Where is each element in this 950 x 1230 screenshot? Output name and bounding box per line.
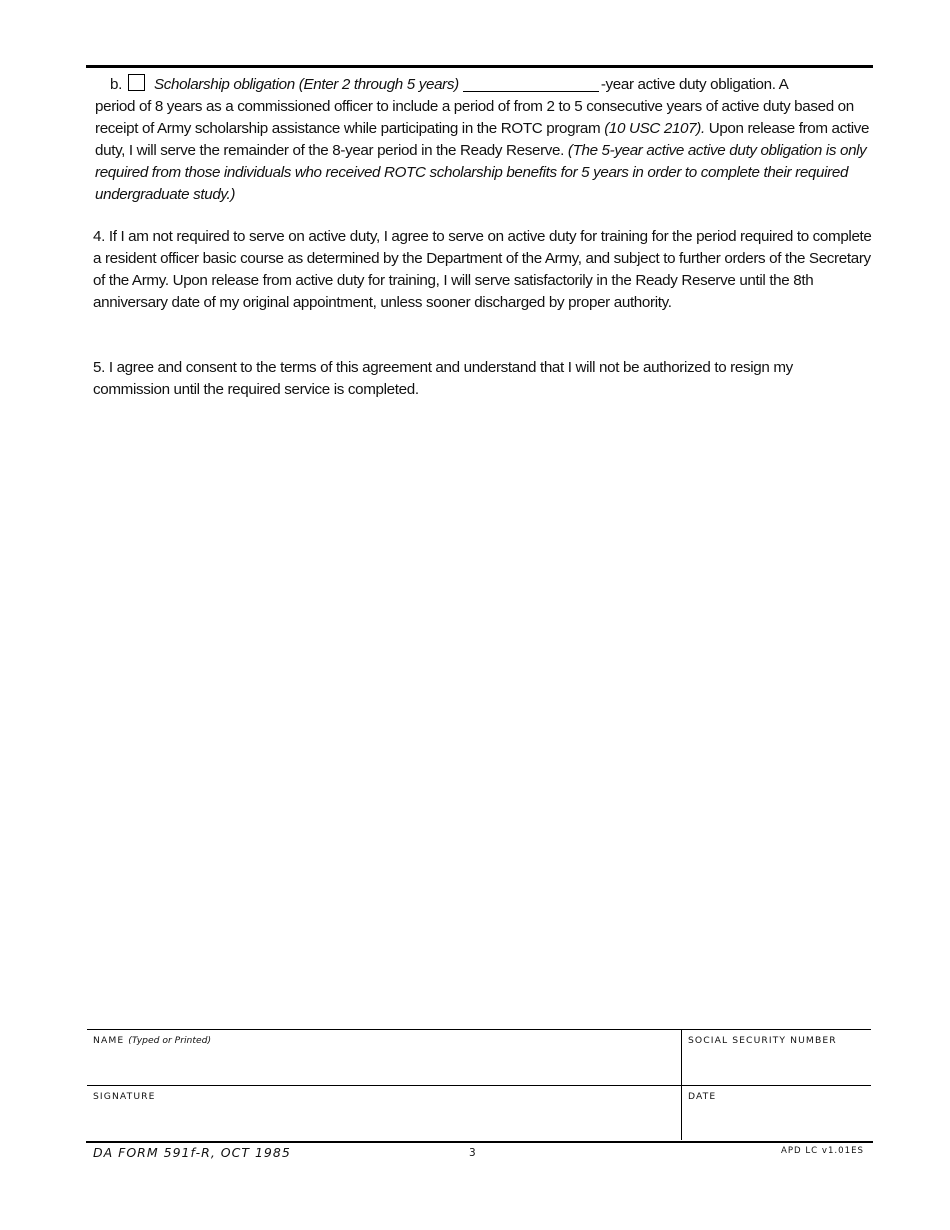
name-sub-label: (Typed or Printed) [128, 1035, 212, 1046]
section-3b-text-2: Upon release from active duty, I will serve the remainder of the 8-year period in the Ready Reserve. [95, 120, 870, 159]
paragraph-4: 4. If I am not required to serve on active duty, I agree to serve on active duty for training for the period required to complete a resident officer basic course as determined by the Department of the Army, and subject to further orders of the Secretary of the Army. Upon release from active duty for training, I will serve satisfactorily in the Ready Reserve until the 8th anniversary date of my original appointment, unless sooner discharged by proper authority. [93, 228, 872, 311]
after-blank-text: -year active duty obligation. A [600, 76, 789, 93]
years-input[interactable] [463, 75, 599, 92]
name-cell [87, 1029, 681, 1085]
ssn-label: SOCIAL SECURITY NUMBER [688, 1035, 837, 1046]
date-cell [682, 1085, 871, 1141]
page-number: 3 [469, 1147, 476, 1159]
form-id: DA FORM 591f-R, OCT 1985 [93, 1145, 291, 1160]
name-field[interactable] [91, 1056, 677, 1082]
date-label: DATE [688, 1091, 717, 1102]
ssn-cell [682, 1029, 871, 1085]
name-label: NAME [93, 1035, 125, 1046]
name-label-row [93, 1035, 675, 1046]
section-3b-label: b. [110, 76, 122, 93]
signature-field[interactable] [91, 1112, 677, 1138]
section-3b [93, 74, 873, 206]
section-3b-first-line [93, 74, 873, 96]
section-3b-citation: (10 USC 2107). [604, 120, 705, 137]
section-3b-body [93, 96, 873, 206]
signature-block [87, 1029, 871, 1141]
ssn-field[interactable] [686, 1056, 867, 1082]
section-3b-italic-note: (The 5-year active active duty obligation is only required from those individuals who received ROTC scholarship benefits for 5 years in order to complete their required undergraduate study.) [95, 142, 867, 203]
scholarship-checkbox[interactable] [128, 74, 145, 91]
paragraph-5: 5. I agree and consent to the terms of this agreement and understand that I will not be authorized to resign my commission until the required service is completed. [93, 359, 793, 398]
top-rule [86, 65, 873, 68]
signature-cell [87, 1085, 681, 1141]
section-3b-text-1: period of 8 years as a commissioned officer to include a period of from 2 to 5 consecutive years of active duty based on receipt of Army scholarship assistance while participating in the ROTC program [95, 98, 854, 137]
date-field[interactable] [686, 1112, 867, 1138]
form-version: APD LC v1.01ES [780, 1146, 864, 1156]
scholarship-label: Scholarship obligation (Enter 2 through 5 years) [153, 76, 459, 93]
signature-label: SIGNATURE [93, 1091, 156, 1102]
bottom-rule [86, 1141, 873, 1143]
